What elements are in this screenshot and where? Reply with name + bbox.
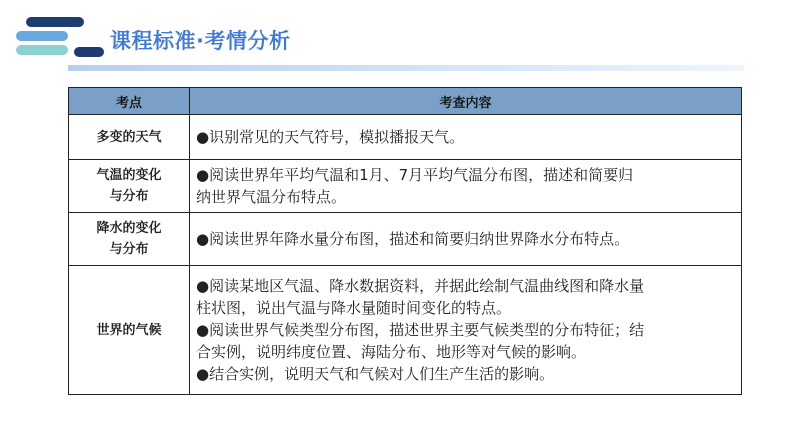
point-text: 气温的变化 [96,168,162,183]
content-text: 纳世界气温分布特点。 [196,188,347,206]
point-cell [69,160,190,213]
content-text: 柱状图，说出气温与降水量随时间变化的特点。 [196,299,512,317]
point-text: 与分布 [109,242,149,257]
content-text: ●结合实例，说明天气和气候对人们生产生活的影响。 [196,365,555,383]
content-text: ●识别常见的天气符号，模拟播报天气。 [196,128,465,146]
point-text: 世界的气候 [96,322,162,338]
content-text: ●阅读世界气候类型分布图，描述世界主要气候类型的分布特征；结 [196,321,645,339]
standards-table [68,87,742,395]
table-header-row [69,88,742,115]
table-row [69,266,742,395]
column-header-point: 考点 [69,88,190,115]
table-row [69,115,742,160]
logo-bar [16,31,68,41]
point-cell [69,266,190,395]
content-cell [190,160,742,213]
content-cell [190,115,742,160]
content-text: ●阅读世界年降水量分布图，描述和简要归纳世界降水分布特点。 [196,230,630,248]
point-text: 多变的天气 [96,129,162,145]
title-divider [68,65,744,71]
logo-bar [26,17,84,27]
logo-icon [16,17,102,63]
column-header-content: 考查内容 [190,88,742,115]
table-row [69,213,742,266]
logo-bar [74,47,104,57]
point-cell [69,115,190,160]
content-text: 合实例，说明纬度位置、海陆分布、地形等对气候的影响。 [196,343,587,361]
page-title: 课程标准·考情分析 [110,29,291,53]
table-row [69,160,742,213]
content-text: ●阅读世界年平均气温和1月、7月平均气温分布图，描述和简要归 [196,166,634,184]
point-text: 降水的变化 [96,221,162,236]
content-text: ●阅读某地区气温、降水数据资料，并据此绘制气温曲线图和降水量 [196,277,645,295]
content-cell [190,213,742,266]
point-cell [69,213,190,266]
point-text: 与分布 [109,189,149,204]
logo-bar [16,45,68,55]
content-cell [190,266,742,395]
